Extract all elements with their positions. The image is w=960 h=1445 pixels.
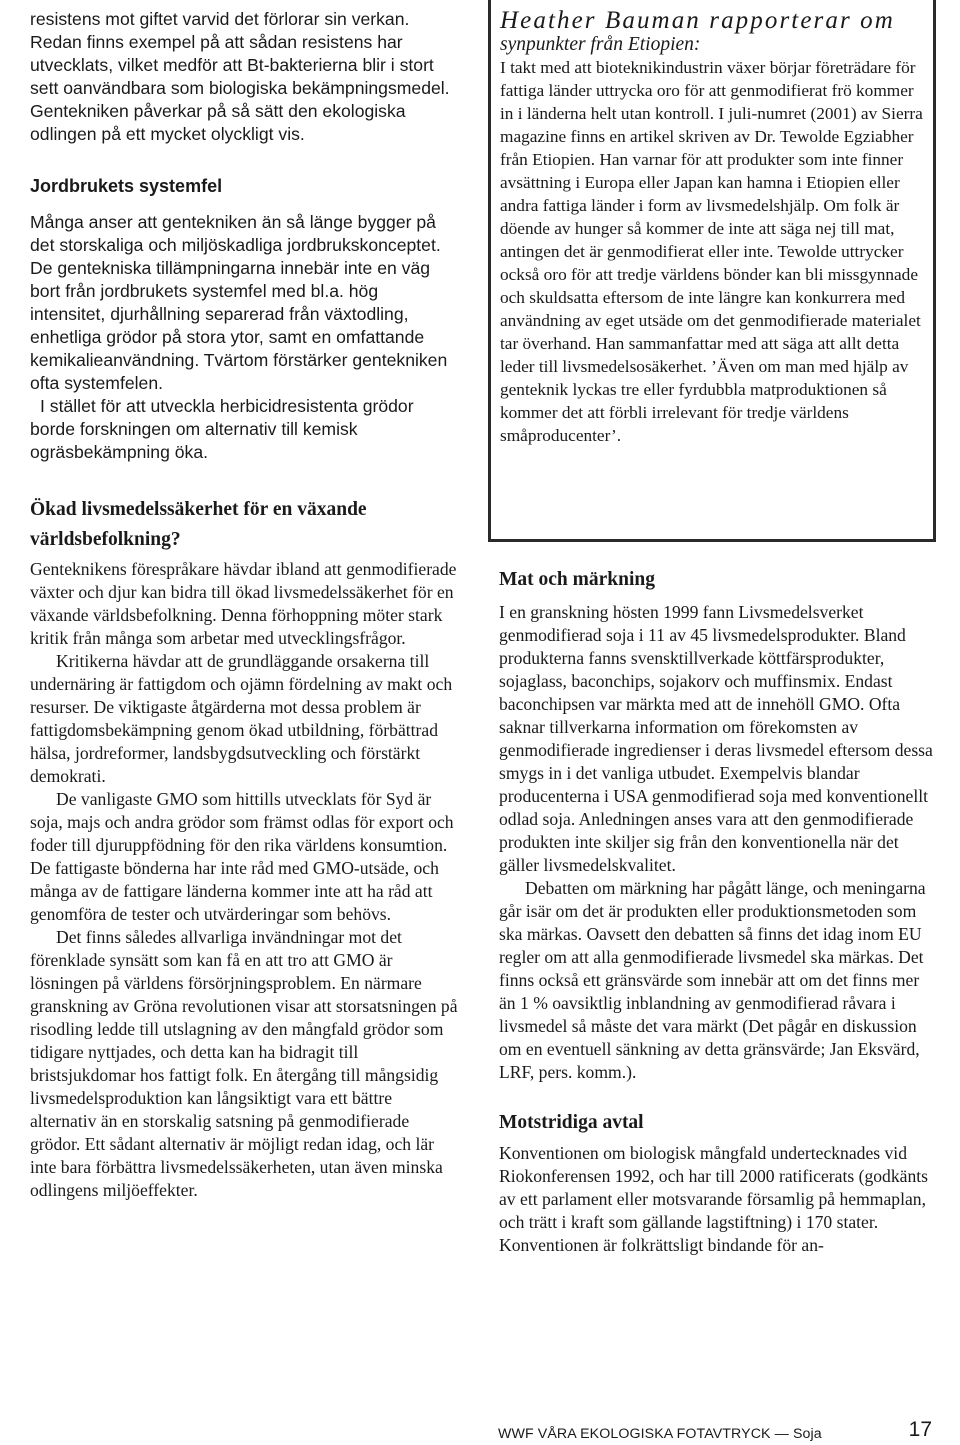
box-subheading: synpunkter från Etiopien: <box>500 34 701 55</box>
running-title: WWF VÅRA EKOLOGISKA FOTAVTRYCK — Soja <box>498 1426 822 1442</box>
section-heading-motstridiga-avtal: Motstridiga avtal <box>499 1112 644 1133</box>
intro-paragraph: resistens mot giftet varvid det förlorar sin verkan. Redan finns exempel på att sådan resistens har utvecklats, vilket medför att Bt-bakterierna blir i stort sett oanvändbara som biologiska bekämpningsmedel. Gentekniken påverkar på så sätt den ekologiska odlingen på ett mycket olyckligt vis. <box>30 9 450 144</box>
section1-paragraph-1: Många anser att gentekniken än så länge bygger på det storskaliga och miljöskadliga jordbrukskonceptet. De gentekniska tillämpningarna innebär inte en väg bort från jordbrukets systemfel med bl.a. hög intensitet, djurhållning separerad från växtodling, enhetliga grödor på stora ytor, samt en omfattande kemikalieanvändning. Tvärtom förstärker gentekniken ofta systemfelen. <box>30 212 448 393</box>
section1-paragraph-2: I stället för att utveckla herbicidresistenta grödor borde forskningen om alternativ till kemisk ogräsbekämpning öka. <box>30 396 414 462</box>
section3-paragraph-2: Debatten om märkning har pågått länge, och meningarna går isär om det är produkten eller produktionsmetoden som ska märkas. Oavsett den debatten så finns det idag inom EU regler om att alla genmodifierade livsmedel ska märkas. Det finns också ett gränsvärde som innebär att om det finns mer än 1 % oavsiktlig inblandning av genmodifierad råvara i livsmedel så måste det vara märkt (Det pågår en diskussion om en eventuell sänkning av detta gränsvärde; Jan Eksvärd, LRF, pers. komm.). <box>499 878 926 1082</box>
section2-paragraph-1: Genteknikens förespråkare hävdar ibland att genmodifierade växter och djur kan bidra till ökad livsmedelssäkerhet för en växande världsbefolkning. Denna förhoppning möter stark kritik från många som arbetar med utvecklingsfrågor. <box>30 559 457 648</box>
right-column <box>488 565 936 1257</box>
section3-paragraph-1: I en granskning hösten 1999 fann Livsmedelsverket genmodifierad soja i 11 av 45 livsmedelsprodukter. Bland produkterna fanns svensktillverkade köttfärsprodukter, sojaglass, baconchips, sojakorv och muffinsmix. Endast baconchipsen var märkta med att de innehöll GMO. Ofta saknar tillverkarna information om förekomsten av genmodifierade ingredienser i deras livsmedel eftersom dessa smygs in i det vanliga utbudet. Exempelvis blandar producenterna i USA genmodifierad soja med konventionellt odlad soja. Anledningen anses vara att den genmodifierade produkten inte skiljer sig från den konventionella när det gäller livsmedelskvalitet. <box>499 602 933 875</box>
box-heading: Heather Bauman rapporterar om <box>500 7 895 34</box>
section4-paragraph-2: Konventionen är folkrättsligt bindande för an- <box>499 1235 824 1255</box>
page-number: 17 <box>908 1418 932 1441</box>
left-column <box>30 0 458 1202</box>
section-heading-livsmedelssakerhet: Ökad livsmedelssäkerhet för en växande världsbefolkning? <box>30 499 367 550</box>
section-heading-jordbrukets-systemfel: Jordbrukets systemfel <box>30 176 223 196</box>
section2-paragraph-2: Kritikerna hävdar att de grundläggande orsakerna till undernäring är fattigdom och ojämn fördelning av makt och resurser. De viktigaste åtgärderna mot dessa problem är fattigdomsbekämpning genom ökad utbildning, förbättrad hälsa, jordreformer, landsbygdsutveckling och förstärkt demokrati. <box>30 651 453 786</box>
section2-paragraph-4: Det finns således allvarliga invändningar mot det förenklade synsätt som kan få en att tro att GMO är lösningen på världens försörjningsproblem. En närmare granskning av Gröna revolutionen visar att storsatsningen på risodling ledde till utslagning av den mångfald grödor som tidigare nyttjades, och detta kan ha bidragit till bristsjukdomar hos fattigt folk. En återgång till mångsidig livsmedelsproduktion kan långsiktigt vara ett bättre alternativ än en storskalig satsning på genmodifierade grödor. Ett sådant alternativ är möjligt redan idag, och lär inte bara förbättra livsmedelssäkerheten, utan även minska odlingens miljöeffekter. <box>30 927 458 1200</box>
sidebar-box <box>488 0 936 542</box>
box-text: I takt med att bioteknikindustrin växer börjar företrädare för fattiga länder uttrycka oro för att genmodifierat frö kommer in i länderna helt utan kontroll. I juli-numret (2001) av Sierra magazine finns en artikel skriven av Dr. Tewolde Egziabher från Etiopien. Han varnar för att produkter som inte finner avsättning i Europa eller Japan kan hamna i Etiopien eller andra fattiga länder i form av livsmedelshjälp. Om folk är döende av hunger så kommer de inte att säga nej till mat, antingen det är genmodifierat eller inte. Tewolde uttrycker också oro för att tredje världens bönder kan bli missgynnade och skuldsatta eftersom de inte längre kan konkurrera med användning av eget utsäde om det genmodifierade materialet tar överhand. Han sammanfattar med att säga att allt detta leder till livsmedelsosäkerhet. ’Även om man med hjälp av genteknik lyckas tre eller fyrdubbla matproduktionen så kommer det att förbli irrelevant för tredje världens småproducenter’. <box>500 58 923 445</box>
section-heading-mat-och-markning: Mat och märkning <box>499 569 655 590</box>
page-footer <box>488 1418 946 1444</box>
section4-paragraph-1: Konventionen om biologisk mångfald undertecknades vid Riokonferensen 1992, och har till 2000 ratificerats (godkänts av ett parlament eller motsvarande församlig på hemmaplan, och trätt i kraft som gällande lagstiftning) i 170 stater. <box>499 1143 928 1232</box>
section2-paragraph-3: De vanligaste GMO som hittills utvecklats för Syd är soja, majs och andra grödor som främst odlas för export och foder till djuruppfödning för den rika världens konsumtion. De fattigaste bönderna har inte råd med GMO-utsäde, och många av de fattigare länderna kommer inte att ha råd att genomföra de tester och utvärderingar som behövs. <box>30 789 454 924</box>
